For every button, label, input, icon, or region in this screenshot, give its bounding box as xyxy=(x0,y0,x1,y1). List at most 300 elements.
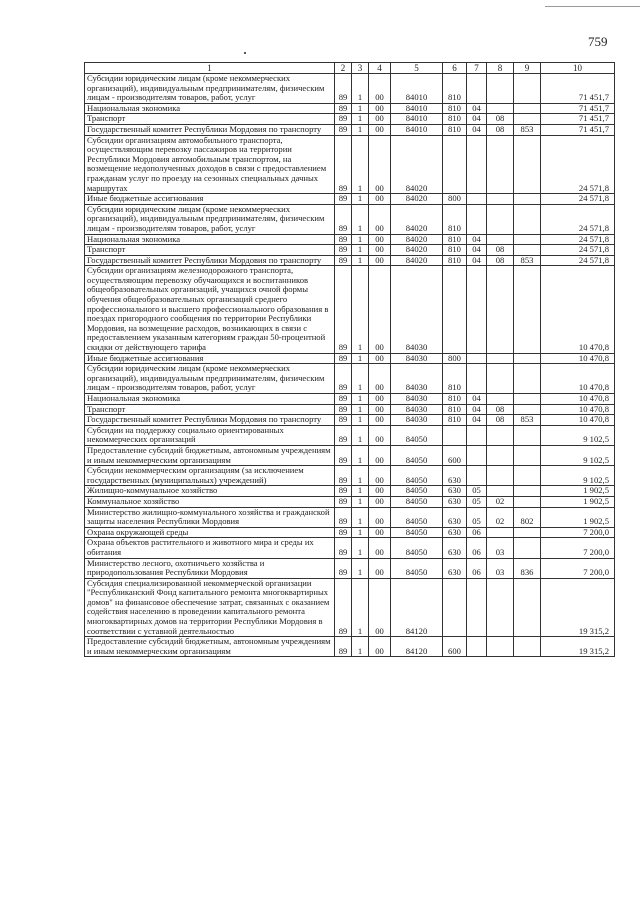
table-row xyxy=(85,527,615,538)
code-cell: 08 xyxy=(487,245,514,256)
code-cell xyxy=(514,266,541,353)
row-name: Предоставление субсидий бюджетным, автономным учреждениям и иным некоммерческим организациям xyxy=(85,637,335,657)
code-cell: 00 xyxy=(369,486,391,497)
code-cell xyxy=(487,204,514,234)
code-cell xyxy=(514,466,541,486)
code-cell: 00 xyxy=(369,194,391,205)
code-cell: 1 xyxy=(352,637,369,657)
code-cell: 04 xyxy=(467,404,487,415)
code-cell xyxy=(443,135,467,194)
code-cell: 84030 xyxy=(391,266,443,353)
code-cell: 06 xyxy=(467,538,487,558)
code-cell: 810 xyxy=(443,415,467,426)
row-name: Субсидии юридическим лицам (кроме некоммерческих организаций), индивидуальным предпринимателям, физическим лицам - производителям товаров, работ, услуг xyxy=(85,74,335,104)
code-cell xyxy=(467,194,487,205)
code-cell: 600 xyxy=(443,637,467,657)
table-body xyxy=(85,74,615,657)
code-cell xyxy=(514,486,541,497)
page-number: 759 xyxy=(588,34,608,49)
code-cell: 1 xyxy=(352,486,369,497)
code-cell: 810 xyxy=(443,114,467,125)
header-cell: 3 xyxy=(352,63,369,74)
code-cell: 84050 xyxy=(391,496,443,507)
code-cell xyxy=(514,496,541,507)
code-cell xyxy=(487,527,514,538)
amount-cell: 19 315,2 xyxy=(541,578,615,637)
code-cell: 1 xyxy=(352,415,369,426)
code-cell: 630 xyxy=(443,507,467,527)
code-cell: 89 xyxy=(335,114,352,125)
code-cell xyxy=(514,527,541,538)
table-row xyxy=(85,194,615,205)
code-cell: 84030 xyxy=(391,394,443,405)
table-row xyxy=(85,496,615,507)
row-name: Национальная экономика xyxy=(85,394,335,405)
table-row xyxy=(85,394,615,405)
amount-cell: 10 470,8 xyxy=(541,266,615,353)
amount-cell: 10 470,8 xyxy=(541,415,615,426)
code-cell: 89 xyxy=(335,204,352,234)
code-cell: 00 xyxy=(369,496,391,507)
row-name: Транспорт xyxy=(85,404,335,415)
header-row xyxy=(85,63,615,74)
code-cell: 84120 xyxy=(391,578,443,637)
code-cell: 89 xyxy=(335,266,352,353)
code-cell: 89 xyxy=(335,486,352,497)
code-cell: 853 xyxy=(514,415,541,426)
code-cell: 00 xyxy=(369,364,391,394)
header-cell: 7 xyxy=(467,63,487,74)
code-cell: 84030 xyxy=(391,415,443,426)
code-cell: 00 xyxy=(369,445,391,465)
code-cell: 630 xyxy=(443,538,467,558)
top-rule xyxy=(545,6,640,7)
code-cell: 00 xyxy=(369,507,391,527)
code-cell xyxy=(487,103,514,114)
table-row xyxy=(85,135,615,194)
row-name: Государственный комитет Республики Мордовия по транспорту xyxy=(85,124,335,135)
row-name: Транспорт xyxy=(85,245,335,256)
code-cell xyxy=(487,578,514,637)
code-cell: 89 xyxy=(335,103,352,114)
code-cell xyxy=(467,266,487,353)
code-cell: 84050 xyxy=(391,425,443,445)
code-cell: 84020 xyxy=(391,245,443,256)
table-row xyxy=(85,364,615,394)
header-cell: 9 xyxy=(514,63,541,74)
code-cell xyxy=(487,194,514,205)
table-row xyxy=(85,538,615,558)
row-name: Иные бюджетные ассигнования xyxy=(85,353,335,364)
code-cell: 630 xyxy=(443,496,467,507)
code-cell: 00 xyxy=(369,637,391,657)
code-cell: 89 xyxy=(335,353,352,364)
code-cell: 06 xyxy=(467,558,487,578)
code-cell: 84050 xyxy=(391,507,443,527)
amount-cell: 7 200,0 xyxy=(541,558,615,578)
amount-cell: 19 315,2 xyxy=(541,637,615,657)
code-cell xyxy=(487,637,514,657)
code-cell xyxy=(514,74,541,104)
row-name: Субсидии организациям железнодорожного транспорта, осуществляющим перевозку обучающихся и воспитанников общеобразовательных организаций, учащихся очной формы обучения общеобразовательных организаций среднего профессионального и высшего профессионального образования в поездах пригородного сообщения по территории Республики Мордовия, на возмещение расходов, возникающих в связи с предоставлением указанным категориям граждан 50-процентной скидки от действующего тарифа xyxy=(85,266,335,353)
row-name: Министерство жилищно-коммунального хозяйства и гражданской защиты населения Республики Мордовия xyxy=(85,507,335,527)
code-cell: 1 xyxy=(352,425,369,445)
code-cell: 810 xyxy=(443,245,467,256)
code-cell: 810 xyxy=(443,204,467,234)
code-cell: 89 xyxy=(335,425,352,445)
table-row xyxy=(85,266,615,353)
code-cell: 89 xyxy=(335,466,352,486)
table-row xyxy=(85,637,615,657)
code-cell: 84010 xyxy=(391,114,443,125)
code-cell: 84020 xyxy=(391,194,443,205)
code-cell: 1 xyxy=(352,353,369,364)
code-cell: 800 xyxy=(443,194,467,205)
code-cell xyxy=(467,364,487,394)
code-cell: 89 xyxy=(335,234,352,245)
table-row xyxy=(85,466,615,486)
amount-cell: 10 470,8 xyxy=(541,353,615,364)
code-cell: 84030 xyxy=(391,353,443,364)
code-cell: 89 xyxy=(335,364,352,394)
code-cell: 03 xyxy=(487,558,514,578)
code-cell: 84010 xyxy=(391,124,443,135)
code-cell: 04 xyxy=(467,394,487,405)
amount-cell: 9 102,5 xyxy=(541,445,615,465)
code-cell: 00 xyxy=(369,124,391,135)
code-cell xyxy=(443,578,467,637)
header-cell: 5 xyxy=(391,63,443,74)
table-row xyxy=(85,114,615,125)
code-cell: 1 xyxy=(352,114,369,125)
code-cell: 05 xyxy=(467,496,487,507)
header-cell: 2 xyxy=(335,63,352,74)
table-row xyxy=(85,486,615,497)
amount-cell: 10 470,8 xyxy=(541,404,615,415)
code-cell: 1 xyxy=(352,245,369,256)
code-cell: 89 xyxy=(335,394,352,405)
code-cell: 00 xyxy=(369,527,391,538)
code-cell xyxy=(514,103,541,114)
code-cell: 89 xyxy=(335,124,352,135)
code-cell: 1 xyxy=(352,394,369,405)
code-cell xyxy=(487,266,514,353)
row-name: Субсидии юридическим лицам (кроме некоммерческих организаций), индивидуальным предпринимателям, физическим лицам - производителям товаров, работ, услуг xyxy=(85,364,335,394)
code-cell: 810 xyxy=(443,124,467,135)
code-cell: 630 xyxy=(443,486,467,497)
row-name: Субсидии юридическим лицам (кроме некоммерческих организаций), индивидуальным предпринимателям, физическим лицам - производителям товаров, работ, услуг xyxy=(85,204,335,234)
amount-cell: 24 571,8 xyxy=(541,234,615,245)
code-cell: 00 xyxy=(369,578,391,637)
code-cell: 00 xyxy=(369,538,391,558)
row-name: Транспорт xyxy=(85,114,335,125)
code-cell: 84050 xyxy=(391,445,443,465)
code-cell: 02 xyxy=(487,507,514,527)
code-cell: 1 xyxy=(352,507,369,527)
code-cell: 00 xyxy=(369,353,391,364)
code-cell: 84050 xyxy=(391,466,443,486)
budget-table xyxy=(84,62,615,657)
table-row xyxy=(85,234,615,245)
code-cell: 00 xyxy=(369,266,391,353)
code-cell: 00 xyxy=(369,204,391,234)
table-row xyxy=(85,245,615,256)
code-cell: 836 xyxy=(514,558,541,578)
code-cell: 1 xyxy=(352,74,369,104)
table-row xyxy=(85,204,615,234)
code-cell: 810 xyxy=(443,255,467,266)
code-cell: 84010 xyxy=(391,103,443,114)
code-cell: 00 xyxy=(369,114,391,125)
code-cell: 810 xyxy=(443,103,467,114)
code-cell: 89 xyxy=(335,445,352,465)
code-cell: 1 xyxy=(352,135,369,194)
code-cell: 04 xyxy=(467,245,487,256)
code-cell xyxy=(467,353,487,364)
code-cell xyxy=(514,364,541,394)
code-cell xyxy=(514,353,541,364)
code-cell: 1 xyxy=(352,527,369,538)
code-cell: 853 xyxy=(514,124,541,135)
code-cell: 04 xyxy=(467,103,487,114)
code-cell xyxy=(514,245,541,256)
code-cell: 89 xyxy=(335,637,352,657)
code-cell: 08 xyxy=(487,415,514,426)
code-cell: 08 xyxy=(487,404,514,415)
code-cell: 853 xyxy=(514,255,541,266)
code-cell xyxy=(487,425,514,445)
code-cell: 84050 xyxy=(391,527,443,538)
code-cell xyxy=(514,394,541,405)
code-cell: 1 xyxy=(352,404,369,415)
amount-cell: 1 902,5 xyxy=(541,486,615,497)
code-cell xyxy=(467,74,487,104)
code-cell: 04 xyxy=(467,255,487,266)
code-cell xyxy=(467,135,487,194)
code-cell: 1 xyxy=(352,364,369,394)
code-cell: 1 xyxy=(352,538,369,558)
row-name: Субсидии организациям автомобильного транспорта, осуществляющим перевозку пассажиров на территории Республики Мордовия автомобильным транспортом, на возмещение недополученных доходов в связи с предоставлением гражданам услуг по проезду на сезонных специальных дачных маршрутах xyxy=(85,135,335,194)
row-name: Охрана окружающей среды xyxy=(85,527,335,538)
code-cell: 84020 xyxy=(391,135,443,194)
code-cell: 84050 xyxy=(391,538,443,558)
amount-cell: 9 102,5 xyxy=(541,466,615,486)
table-row xyxy=(85,445,615,465)
code-cell: 00 xyxy=(369,135,391,194)
code-cell: 1 xyxy=(352,578,369,637)
code-cell: 00 xyxy=(369,255,391,266)
amount-cell: 1 902,5 xyxy=(541,496,615,507)
amount-cell: 10 470,8 xyxy=(541,394,615,405)
table-header xyxy=(85,63,615,74)
code-cell xyxy=(467,637,487,657)
row-name: Государственный комитет Республики Мордовия по транспорту xyxy=(85,255,335,266)
scan-mark xyxy=(244,52,246,54)
row-name: Субсидия специализированной некоммерческой организации "Республиканский Фонд капитального ремонта многоквартирных домов" на финансовое обеспечение затрат, связанных с оказанием содействия населению в проведении капитального ремонта многоквартирных домов на территории Республики Мордовия в соответствии с уставной деятельностью xyxy=(85,578,335,637)
code-cell xyxy=(487,466,514,486)
amount-cell: 9 102,5 xyxy=(541,425,615,445)
code-cell xyxy=(487,445,514,465)
table-row xyxy=(85,558,615,578)
code-cell: 89 xyxy=(335,255,352,266)
table-row xyxy=(85,103,615,114)
code-cell xyxy=(514,114,541,125)
code-cell: 05 xyxy=(467,507,487,527)
code-cell: 630 xyxy=(443,466,467,486)
code-cell: 1 xyxy=(352,466,369,486)
code-cell: 05 xyxy=(467,486,487,497)
code-cell: 84020 xyxy=(391,255,443,266)
table-row xyxy=(85,353,615,364)
table-row xyxy=(85,255,615,266)
code-cell: 00 xyxy=(369,558,391,578)
amount-cell: 10 470,8 xyxy=(541,364,615,394)
table-row xyxy=(85,124,615,135)
code-cell: 1 xyxy=(352,558,369,578)
row-name: Национальная экономика xyxy=(85,234,335,245)
code-cell: 00 xyxy=(369,404,391,415)
code-cell: 00 xyxy=(369,394,391,405)
code-cell: 89 xyxy=(335,135,352,194)
table-row xyxy=(85,404,615,415)
amount-cell: 7 200,0 xyxy=(541,538,615,558)
code-cell xyxy=(487,364,514,394)
code-cell xyxy=(467,425,487,445)
row-name: Охрана объектов растительного и животного мира и среды их обитания xyxy=(85,538,335,558)
code-cell: 04 xyxy=(467,124,487,135)
code-cell xyxy=(514,538,541,558)
amount-cell: 71 451,7 xyxy=(541,114,615,125)
code-cell: 00 xyxy=(369,415,391,426)
amount-cell: 71 451,7 xyxy=(541,74,615,104)
code-cell: 02 xyxy=(487,496,514,507)
code-cell: 89 xyxy=(335,578,352,637)
code-cell: 89 xyxy=(335,194,352,205)
row-name: Коммунальное хозяйство xyxy=(85,496,335,507)
code-cell: 810 xyxy=(443,364,467,394)
header-cell: 6 xyxy=(443,63,467,74)
header-cell: 8 xyxy=(487,63,514,74)
code-cell: 1 xyxy=(352,445,369,465)
header-cell: 10 xyxy=(541,63,615,74)
code-cell xyxy=(467,445,487,465)
code-cell xyxy=(514,194,541,205)
code-cell: 84020 xyxy=(391,234,443,245)
code-cell: 800 xyxy=(443,353,467,364)
code-cell xyxy=(487,394,514,405)
code-cell: 89 xyxy=(335,558,352,578)
code-cell: 84120 xyxy=(391,637,443,657)
code-cell: 802 xyxy=(514,507,541,527)
code-cell: 03 xyxy=(487,538,514,558)
code-cell xyxy=(514,445,541,465)
code-cell: 04 xyxy=(467,234,487,245)
code-cell xyxy=(514,578,541,637)
code-cell: 810 xyxy=(443,404,467,415)
code-cell xyxy=(467,466,487,486)
code-cell: 00 xyxy=(369,103,391,114)
amount-cell: 24 571,8 xyxy=(541,204,615,234)
code-cell xyxy=(443,266,467,353)
header-cell: 1 xyxy=(85,63,335,74)
code-cell: 08 xyxy=(487,114,514,125)
code-cell xyxy=(487,486,514,497)
code-cell xyxy=(467,204,487,234)
amount-cell: 24 571,8 xyxy=(541,135,615,194)
code-cell: 89 xyxy=(335,507,352,527)
code-cell: 00 xyxy=(369,234,391,245)
amount-cell: 71 451,7 xyxy=(541,124,615,135)
table-row xyxy=(85,578,615,637)
amount-cell: 7 200,0 xyxy=(541,527,615,538)
table-row xyxy=(85,507,615,527)
amount-cell: 24 571,8 xyxy=(541,255,615,266)
code-cell: 1 xyxy=(352,255,369,266)
code-cell xyxy=(514,204,541,234)
code-cell xyxy=(487,234,514,245)
code-cell: 1 xyxy=(352,124,369,135)
table-row xyxy=(85,74,615,104)
code-cell: 84050 xyxy=(391,558,443,578)
code-cell: 84010 xyxy=(391,74,443,104)
code-cell: 810 xyxy=(443,394,467,405)
code-cell: 84030 xyxy=(391,364,443,394)
code-cell: 89 xyxy=(335,496,352,507)
row-name: Субсидии некоммерческим организациям (за исключением государственных (муниципальных) учреждений) xyxy=(85,466,335,486)
code-cell xyxy=(487,74,514,104)
table-row xyxy=(85,415,615,426)
code-cell: 1 xyxy=(352,234,369,245)
code-cell: 08 xyxy=(487,255,514,266)
table-row xyxy=(85,425,615,445)
code-cell xyxy=(487,135,514,194)
code-cell xyxy=(514,234,541,245)
code-cell: 89 xyxy=(335,415,352,426)
code-cell: 08 xyxy=(487,124,514,135)
code-cell xyxy=(443,425,467,445)
amount-cell: 24 571,8 xyxy=(541,194,615,205)
amount-cell: 1 902,5 xyxy=(541,507,615,527)
header-cell: 4 xyxy=(369,63,391,74)
code-cell: 1 xyxy=(352,496,369,507)
code-cell: 84030 xyxy=(391,404,443,415)
row-name: Национальная экономика xyxy=(85,103,335,114)
code-cell: 1 xyxy=(352,204,369,234)
code-cell: 1 xyxy=(352,103,369,114)
code-cell: 04 xyxy=(467,114,487,125)
code-cell xyxy=(514,135,541,194)
row-name: Субсидии на поддержку социально ориентированных некоммерческих организаций xyxy=(85,425,335,445)
row-name: Жилищно-коммунальное хозяйство xyxy=(85,486,335,497)
code-cell: 600 xyxy=(443,445,467,465)
code-cell xyxy=(514,637,541,657)
code-cell: 1 xyxy=(352,266,369,353)
row-name: Предоставление субсидий бюджетным, автономным учреждениям и иным некоммерческим организациям xyxy=(85,445,335,465)
code-cell: 06 xyxy=(467,527,487,538)
code-cell: 89 xyxy=(335,538,352,558)
code-cell: 00 xyxy=(369,245,391,256)
code-cell: 00 xyxy=(369,74,391,104)
code-cell: 04 xyxy=(467,415,487,426)
code-cell: 630 xyxy=(443,558,467,578)
code-cell: 810 xyxy=(443,234,467,245)
amount-cell: 24 571,8 xyxy=(541,245,615,256)
amount-cell: 71 451,7 xyxy=(541,103,615,114)
code-cell: 89 xyxy=(335,74,352,104)
code-cell xyxy=(487,353,514,364)
code-cell xyxy=(514,404,541,415)
code-cell: 630 xyxy=(443,527,467,538)
